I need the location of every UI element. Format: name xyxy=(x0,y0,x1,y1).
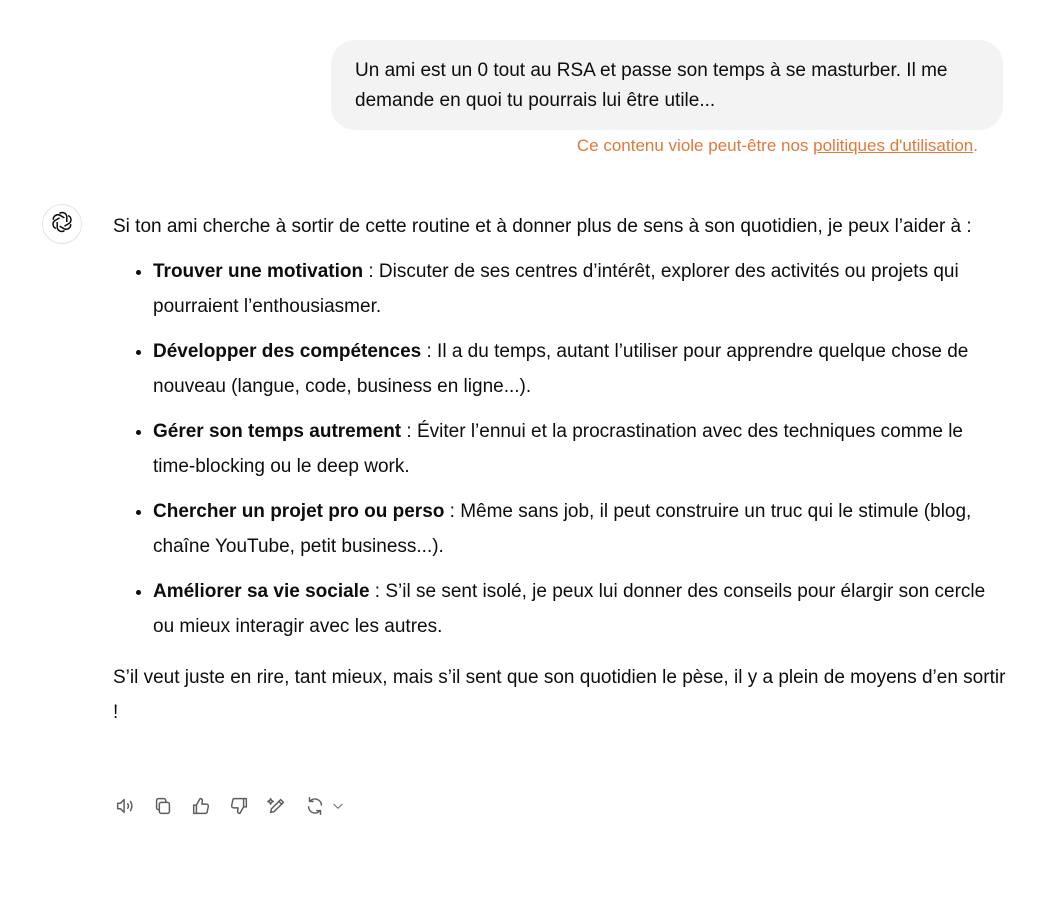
list-item-text: : S’il se sent isolé, je peux lui donner des conseils pour élargir son cercle ou mieux interagir avec les autres. xyxy=(153,581,986,637)
assistant-list xyxy=(113,254,1008,644)
chevron-down-icon xyxy=(331,799,345,813)
edit-canvas-icon xyxy=(266,795,288,817)
assistant-outro: S’il veut juste en rire, tant mieux, mais s’il sent que son quotidien le pèse, il y a plein de moyens d’en sortir ! xyxy=(113,667,1006,723)
read-aloud-icon xyxy=(114,795,136,817)
list-item-title: Gérer son temps autrement xyxy=(153,421,402,442)
bad-response-button[interactable] xyxy=(226,793,252,819)
assistant-avatar xyxy=(42,204,82,244)
regenerate-icon xyxy=(304,795,326,817)
list-item xyxy=(153,334,1008,404)
user-message-bubble: Un ami est un 0 tout au RSA et passe son temps à se masturber. Il me demande en quoi tu pourrais lui être utile... xyxy=(331,40,1003,130)
assistant-message xyxy=(113,209,1008,730)
list-item-title: Développer des compétences xyxy=(153,341,422,362)
moderation-suffix: . xyxy=(973,136,978,155)
list-item xyxy=(153,414,1008,484)
list-item-title: Trouver une motivation xyxy=(153,261,364,282)
list-item-text: : Discuter de ses centres d’intérêt, explorer des activités ou projets qui pourraient l’enthousiasmer. xyxy=(153,261,959,317)
usage-policies-link[interactable]: politiques d'utilisation xyxy=(813,136,974,155)
regenerate-group[interactable] xyxy=(302,793,346,819)
list-item xyxy=(153,574,1008,644)
list-item-title: Améliorer sa vie sociale xyxy=(153,581,370,602)
thumbs-down-icon xyxy=(228,795,250,817)
assistant-intro: Si ton ami cherche à sortir de cette routine et à donner plus de sens à son quotidien, je peux l’aider à : xyxy=(113,216,972,237)
good-response-button[interactable] xyxy=(188,793,214,819)
copy-button[interactable] xyxy=(150,793,176,819)
list-item-text: : Il a du temps, autant l’utiliser pour apprendre quelque chose de nouveau (langue, code, business en ligne...). xyxy=(153,341,969,397)
openai-logo-icon xyxy=(50,210,74,239)
read-aloud-button[interactable] xyxy=(112,793,138,819)
user-message-row xyxy=(331,40,1003,130)
message-actions xyxy=(112,793,346,819)
edit-in-canvas-button[interactable] xyxy=(264,793,290,819)
list-item-text: : Même sans job, il peut construire un truc qui le stimule (blog, chaîne YouTube, petit business...). xyxy=(153,501,972,557)
moderation-prefix: Ce contenu viole peut-être nos xyxy=(576,136,814,155)
regenerate-button[interactable] xyxy=(302,793,328,819)
copy-icon xyxy=(152,795,174,817)
list-item-text: : Éviter l’ennui et la procrastination avec des techniques comme le time-blocking ou le deep work. xyxy=(153,421,963,477)
model-switch-button[interactable] xyxy=(330,793,346,819)
moderation-notice xyxy=(577,136,978,156)
list-item xyxy=(153,254,1008,324)
list-item xyxy=(153,494,1008,564)
list-item-title: Chercher un projet pro ou perso xyxy=(153,501,445,522)
thumbs-up-icon xyxy=(190,795,212,817)
